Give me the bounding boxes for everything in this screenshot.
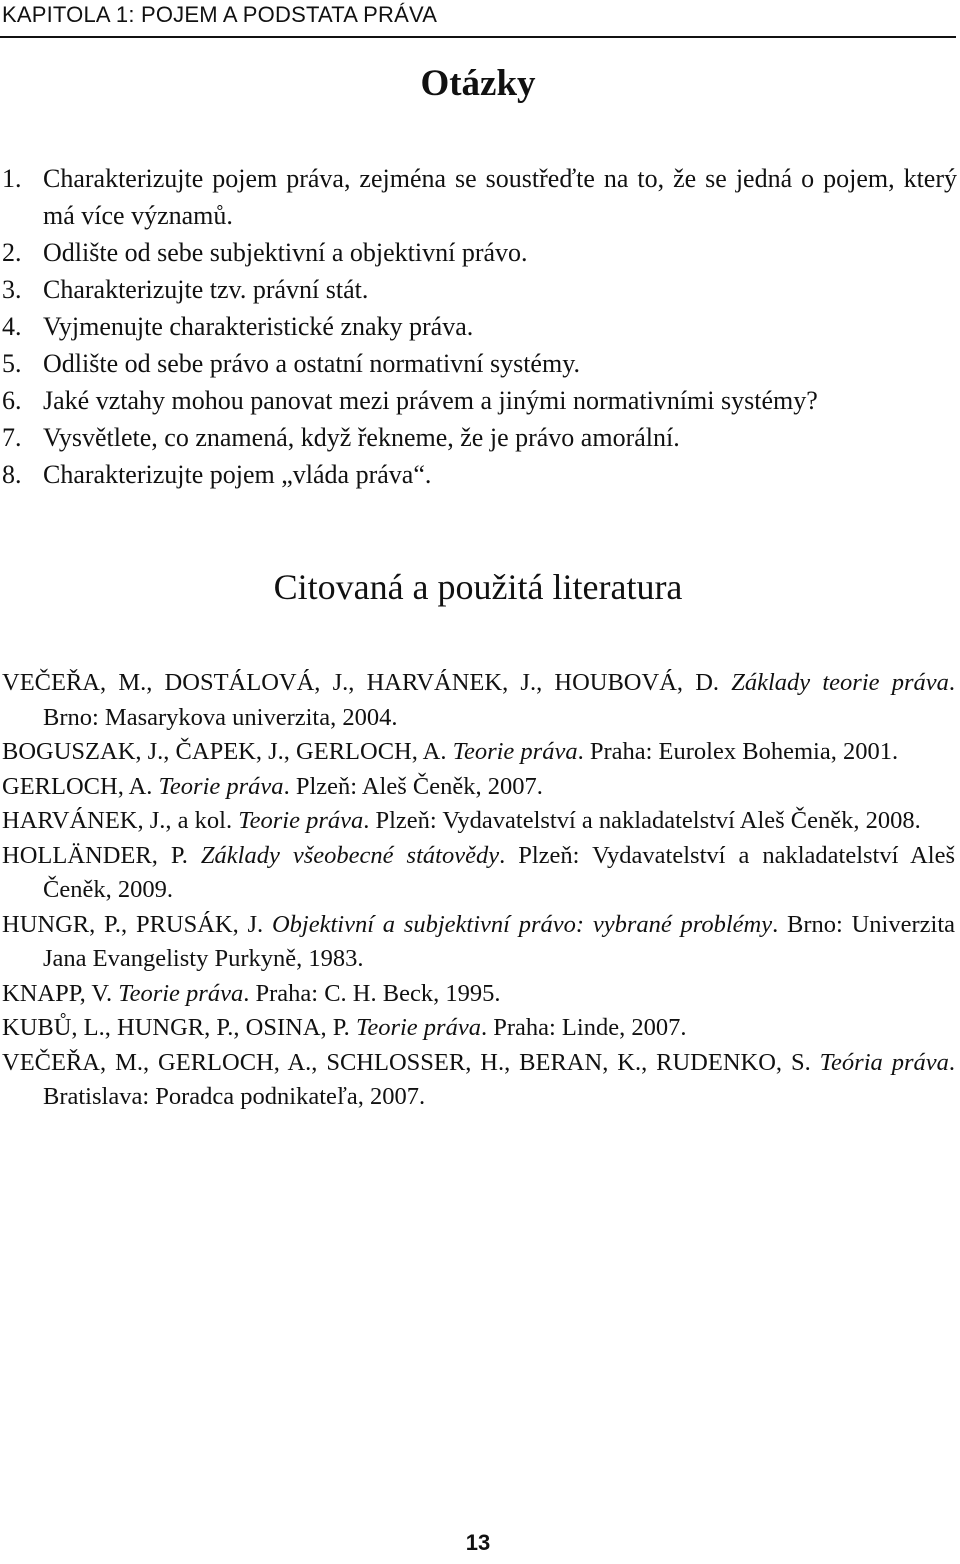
- reference-title: Objektivní a subjektivní právo: vybrané problémy: [271, 910, 773, 938]
- running-head: KAPITOLA 1: POJEM A PODSTATA PRÁVA: [2, 2, 438, 27]
- questions-heading: Otázky: [420, 63, 536, 104]
- question-text: Vysvětlete, co znamená, když řekneme, že je právo amorální.: [43, 423, 680, 452]
- literature-heading: Citovaná a použitá literatura: [273, 567, 683, 607]
- question-text: Charakterizujte pojem „vláda práva“.: [43, 460, 432, 489]
- question-text: Odlište od sebe subjektivní a objektivní právo.: [43, 238, 528, 267]
- reference-item: [2, 666, 955, 735]
- reference-title: Teorie práva: [238, 807, 364, 834]
- question-number: 2.: [2, 238, 22, 267]
- reference-publication: . Plzeň: Vydavatelství a nakladatelství Aleš Čeněk, 2008.: [363, 807, 921, 834]
- question-number: 3.: [2, 275, 22, 304]
- questions-list: [2, 160, 957, 493]
- question-number: 1.: [2, 164, 22, 193]
- reference-authors: KUBŮ, L., HUNGR, P., OSINA, P.: [2, 1014, 356, 1041]
- question-text: Charakterizujte tzv. právní stát.: [43, 275, 369, 304]
- reference-item: [2, 804, 955, 839]
- reference-title: Teorie práva: [355, 1014, 481, 1041]
- reference-item: [2, 735, 955, 770]
- question-item: [2, 382, 957, 419]
- question-number: 7.: [2, 423, 22, 452]
- reference-publication: . Plzeň: Vydavatelství a nakladatelství Aleš Čeněk, 2009.: [43, 841, 956, 903]
- reference-item: [2, 839, 955, 908]
- question-item: [2, 160, 957, 234]
- question-item: [2, 308, 957, 345]
- page-number: 13: [465, 1530, 491, 1555]
- question-item: [2, 456, 957, 493]
- reference-authors: KNAPP, V.: [2, 979, 119, 1007]
- question-number: 4.: [2, 312, 22, 341]
- reference-item: [2, 1011, 955, 1046]
- reference-publication: . Brno: Univerzita Jana Evangelisty Purkyně, 1983.: [43, 910, 956, 972]
- reference-item: [2, 1046, 955, 1115]
- reference-publication: . Praha: Linde, 2007.: [480, 1014, 687, 1041]
- reference-authors: VEČEŘA, M., DOSTÁLOVÁ, J., HARVÁNEK, J., HOUBOVÁ, D.: [2, 669, 732, 696]
- header-rule: [0, 36, 956, 38]
- reference-item: [2, 908, 955, 977]
- question-number: 8.: [2, 460, 22, 489]
- reference-authors: HUNGR, P., PRUSÁK, J.: [2, 910, 272, 938]
- reference-authors: HOLLÄNDER, P.: [2, 841, 201, 869]
- reference-title: Teorie práva: [118, 979, 244, 1007]
- reference-title: Teória práva: [819, 1048, 949, 1076]
- reference-authors: GERLOCH, A.: [2, 772, 159, 800]
- reference-title: Teorie práva: [158, 772, 284, 800]
- reference-publication: . Plzeň: Aleš Čeněk, 2007.: [283, 772, 543, 800]
- reference-publication: . Brno: Masarykova univerzita, 2004.: [43, 669, 955, 731]
- question-item: [2, 271, 957, 308]
- reference-item: [2, 977, 955, 1012]
- reference-publication: . Praha: Eurolex Bohemia, 2001.: [577, 738, 899, 765]
- question-text: Jaké vztahy mohou panovat mezi právem a jinými normativními systémy?: [43, 386, 818, 415]
- reference-item: [2, 770, 955, 805]
- reference-publication: . Praha: C. H. Beck, 1995.: [243, 979, 501, 1007]
- reference-list: [2, 666, 955, 1115]
- question-item: [2, 234, 957, 271]
- reference-authors: BOGUSZAK, J., ČAPEK, J., GERLOCH, A.: [2, 738, 453, 765]
- reference-publication: . Bratislava: Poradca podnikateľa, 2007.: [43, 1048, 955, 1110]
- question-text: Odlište od sebe právo a ostatní normativní systémy.: [43, 349, 580, 378]
- question-text: Vyjmenujte charakteristické znaky práva.: [43, 312, 474, 341]
- reference-title: Teorie práva: [452, 738, 578, 765]
- reference-authors: VEČEŘA, M., GERLOCH, A., SCHLOSSER, H., BERAN, K., RUDENKO, S.: [2, 1048, 820, 1076]
- question-item: [2, 419, 957, 456]
- question-item: [2, 345, 957, 382]
- reference-title: Základy teorie práva: [731, 669, 949, 696]
- reference-title: Základy všeobecné státovědy: [200, 841, 500, 869]
- question-text: Charakterizujte pojem práva, zejména se soustřeďte na to, že se jedná o pojem, který má více významů.: [43, 164, 957, 230]
- question-number: 6.: [2, 386, 22, 415]
- reference-authors: HARVÁNEK, J., a kol.: [2, 807, 239, 834]
- question-number: 5.: [2, 349, 22, 378]
